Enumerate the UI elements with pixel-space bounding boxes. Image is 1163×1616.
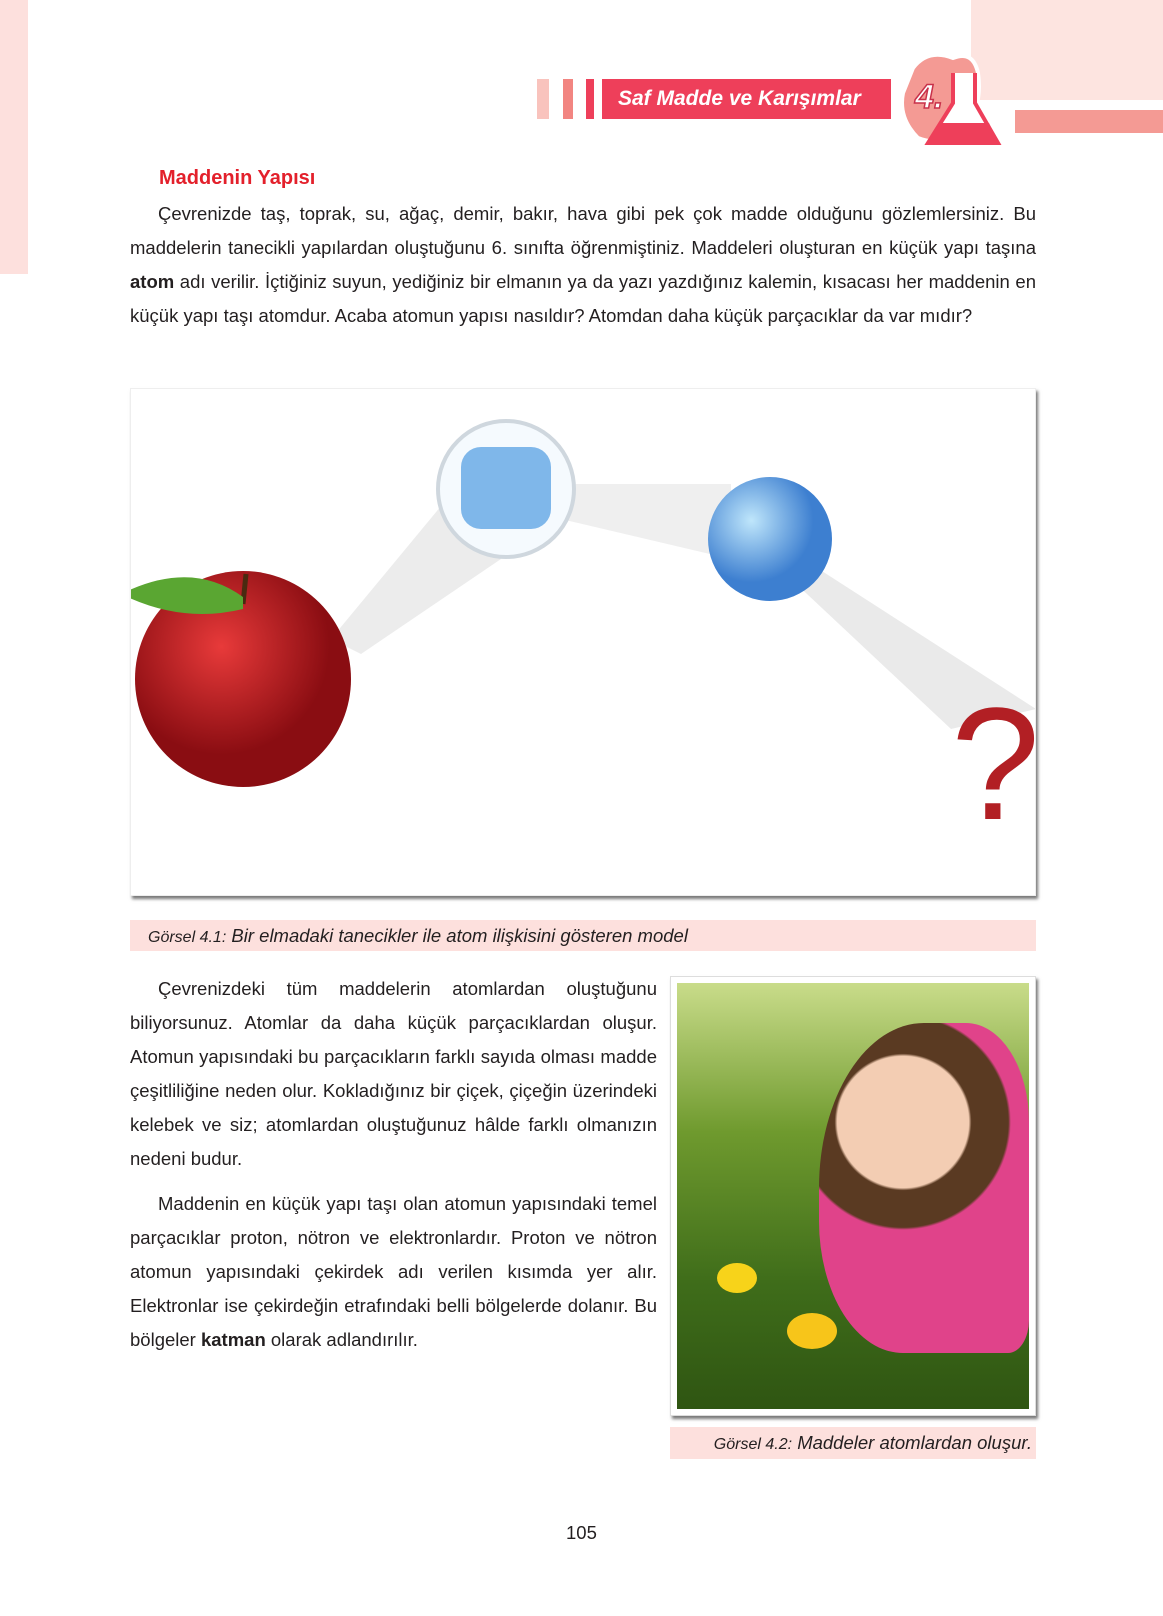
intro-paragraph: Çevrenizde taş, toprak, su, ağaç, demir, bakır, hava gibi pek çok madde olduğunu gözlemlersiniz. Bu maddelerin tanecikli yapılardan oluştuğunu 6. sınıfta öğrenmiştiniz. Maddeleri oluşturan en küçük yapı taşına atom adı verilir. İçtiğiniz suyun, yediğiniz bir elmanın ya da yazı yazdığınız kalemin, kısacası her maddenin en küçük yapı taşı atomdur. Acaba atomun yapısı nasıldır? Atomdan daha küçük parçacıklar da var mıdır? bbox=[130, 203, 1036, 326]
body-paragraph-2: Maddenin en küçük yapı taşı olan atomun yapısındaki temel parçacıklar proton, nötron ve elektronlardır. Proton ve nötron atomun yapısındaki çekirdek adı verilen kısımda yer alır. Elektronlar ise çekirdeğin etrafındaki belli bölgelerde dolanır. Bu bölgeler katman olarak adlandırılır. bbox=[130, 1193, 657, 1350]
flask-icon bbox=[893, 48, 1023, 150]
girl-with-butterfly-photo bbox=[677, 983, 1029, 1409]
body-paragraph-1: Çevrenizdeki tüm maddelerin atomlardan oluştuğunu biliyorsunuz. Atomlar da daha küçük parçacıklardan oluşur. Atomun yapısındaki bu parçacıkların farklı sayıda olması madde çeşitliliğine neden olur. Kokladığınız bir çiçek, çiçeğin üzerindeki kelebek ve siz; atomlardan oluştuğunuz hâlde farklı olmanızın nedeni budur. bbox=[130, 978, 657, 1169]
left-margin-band bbox=[0, 0, 28, 274]
atom-sphere bbox=[708, 477, 832, 601]
section-title: Maddenin Yapısı bbox=[159, 167, 316, 189]
question-mark: ? bbox=[951, 674, 1035, 853]
header-band bbox=[1015, 110, 1163, 133]
atom-model-illustration bbox=[131, 389, 1035, 895]
figure1-caption: Görsel 4.1: Bir elmadaki tanecikler ile atom ilişkisini gösteren model bbox=[130, 920, 1036, 951]
figure-atom-model bbox=[130, 388, 1036, 896]
figure2-caption: Görsel 4.2: Maddeler atomlardan oluşur. bbox=[670, 1427, 1036, 1459]
girl-photo-frame bbox=[670, 976, 1036, 1416]
page-number: 105 bbox=[566, 1522, 597, 1543]
chapter-number: 4. bbox=[915, 78, 944, 116]
chapter-title: Saf Madde ve Karışımlar bbox=[602, 79, 891, 119]
